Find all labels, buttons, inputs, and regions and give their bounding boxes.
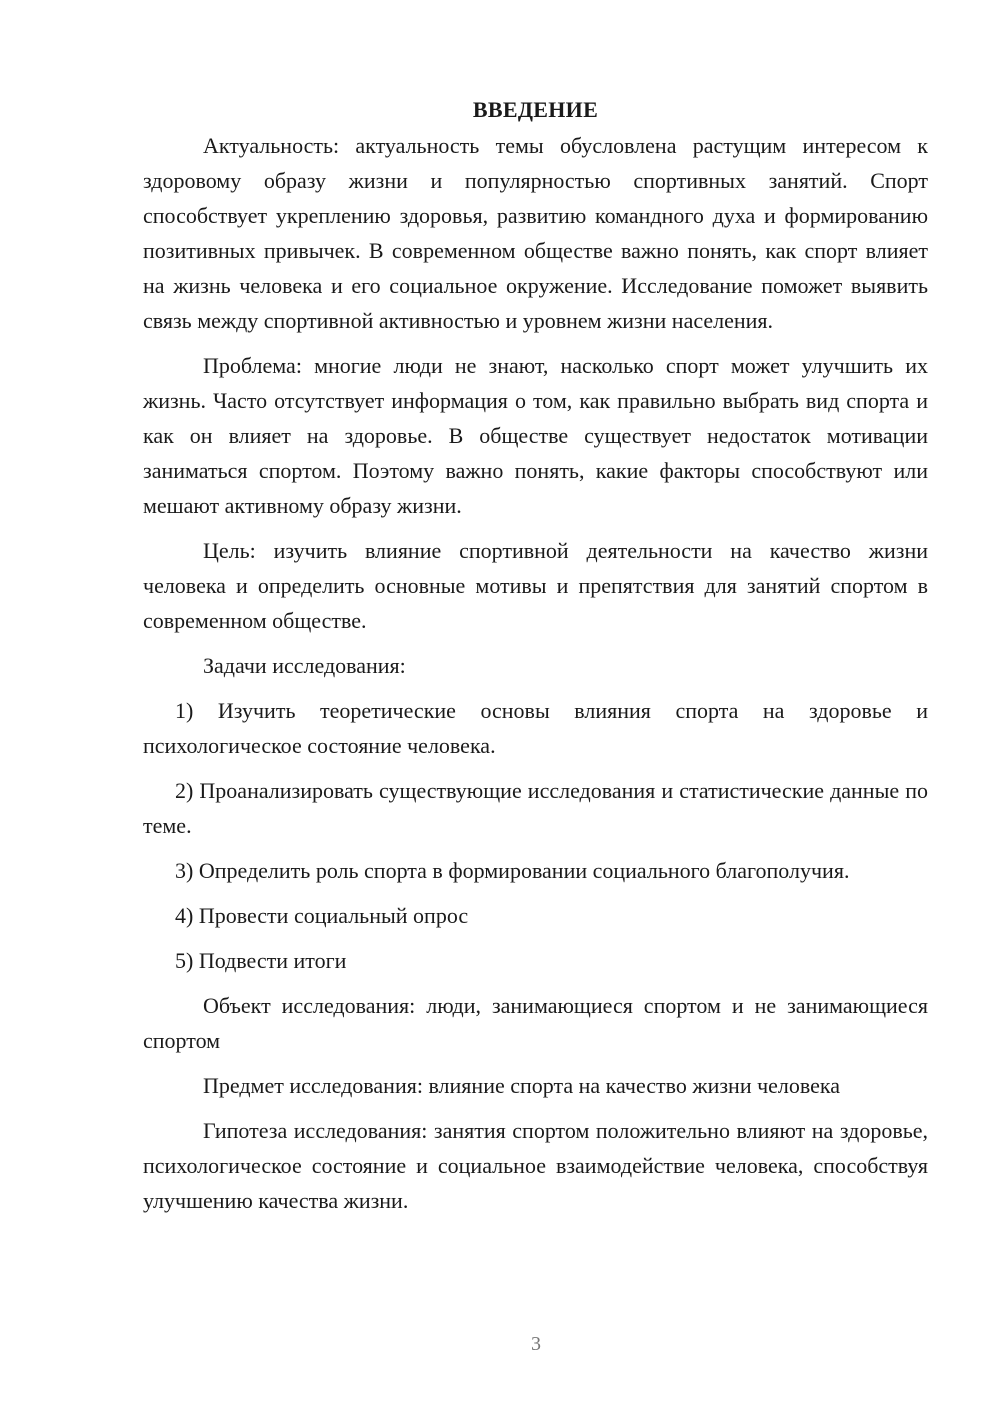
task-item-4: 4) Провести социальный опрос [175, 903, 469, 928]
paragraph-goal: Цель: изучить влияние спортивной деятельности на качество жизни человека и определить основные мотивы и препятствия для занятий спортом в современном обществе. [143, 538, 928, 633]
task-item-5: 5) Подвести итоги [175, 948, 347, 973]
task-item-1: 1) Изучить теоретические основы влияния спорта на здоровье и психологическое состояние человека. [143, 698, 928, 758]
task-item-3: 3) Определить роль спорта в формировании социального благополучия. [175, 858, 850, 883]
page-number: 3 [531, 1333, 541, 1355]
paragraph-object: Объект исследования: люди, занимающиеся спортом и не занимающиеся спортом [143, 993, 928, 1053]
paragraph-problem: Проблема: многие люди не знают, насколько спорт может улучшить их жизнь. Часто отсутствует информация о том, как правильно выбрать вид спорта и как он влияет на здоровье. В обществе существует недостаток мотивации заниматься спортом. Поэтому важно понять, какие факторы способствуют или мешают активному образу жизни. [143, 353, 928, 518]
page-title: ВВЕДЕНИЕ [472, 97, 599, 122]
tasks-heading: Задачи исследования: [203, 653, 406, 678]
task-item-2: 2) Проанализировать существующие исследования и статистические данные по теме. [143, 778, 928, 838]
paragraph-subject: Предмет исследования: влияние спорта на качество жизни человека [203, 1073, 841, 1098]
paragraph-hypothesis: Гипотеза исследования: занятия спортом положительно влияют на здоровье, психологическое состояние и социальное взаимодействие человека, способствуя улучшению качества жизни. [143, 1118, 928, 1213]
paragraph-relevance: Актуальность: актуальность темы обусловлена растущим интересом к здоровому образу жизни и популярностью спортивных занятий. Спорт способствует укреплению здоровья, развитию командного духа и формированию позитивных привычек. В современном обществе важно понять, как спорт влияет на жизнь человека и его социальное окружение. Исследование поможет выявить связь между спортивной активностью и уровнем жизни населения. [143, 133, 928, 333]
document-page [143, 92, 928, 1218]
